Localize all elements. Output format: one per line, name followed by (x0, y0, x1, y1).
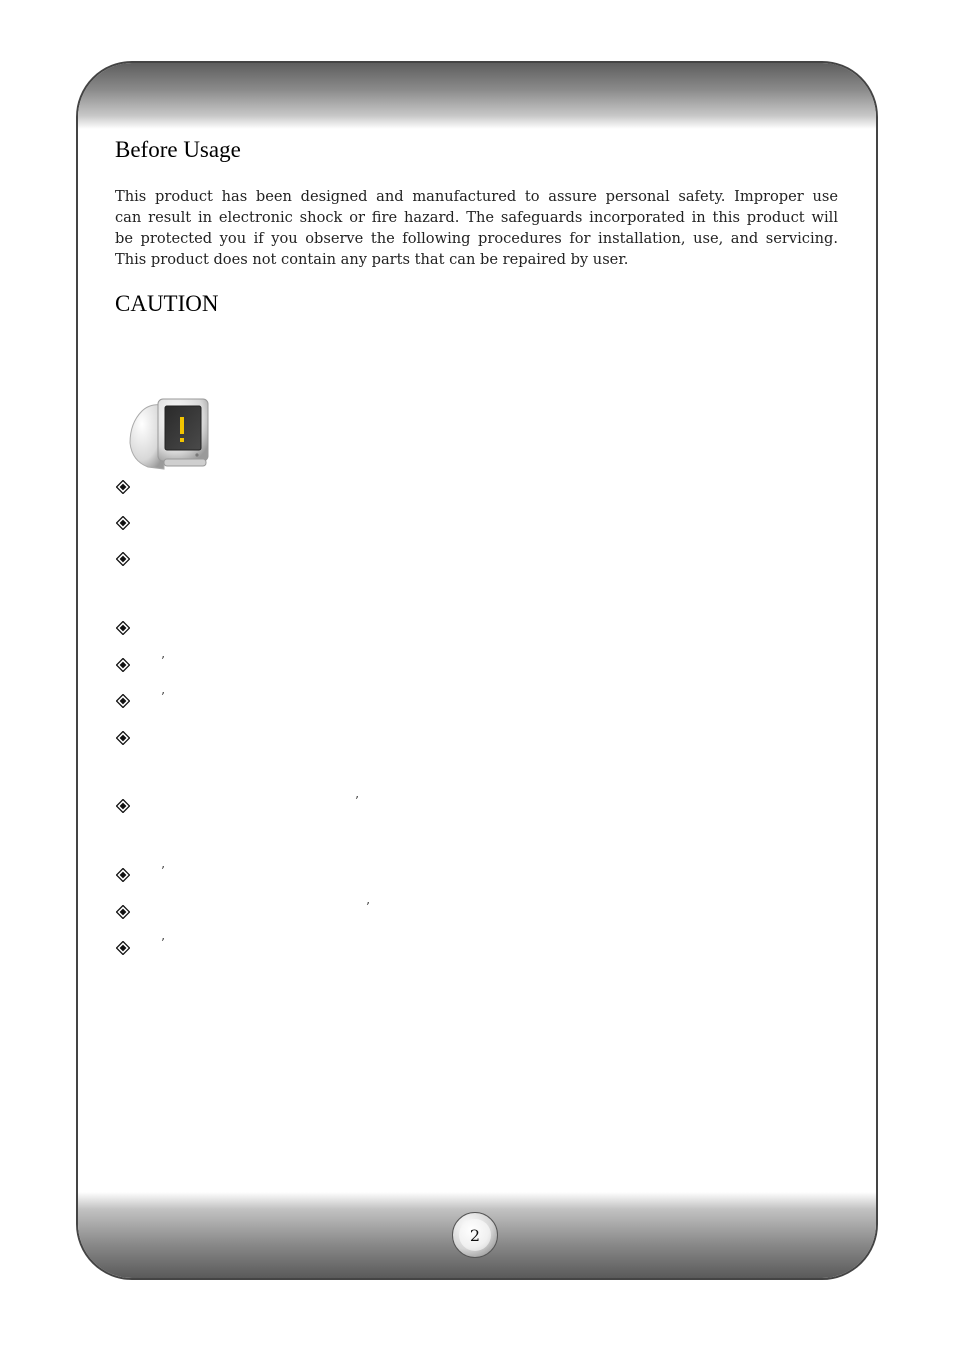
apostrophe-mark: ’ (161, 690, 165, 704)
diamond-bullet-icon (116, 480, 130, 494)
apostrophe-mark: ’ (161, 654, 165, 668)
apostrophe-mark: ’ (355, 794, 359, 808)
diamond-bullet-icon (116, 694, 130, 708)
section-title-caution: CAUTION (115, 291, 219, 316)
diamond-bullet-icon (116, 905, 130, 919)
page-number: 2 (459, 1219, 491, 1251)
paragraph-line: be protected you if you observe the following procedures for installation, use, and servicing. (115, 230, 838, 247)
diamond-bullet-icon (116, 516, 130, 530)
diamond-bullet-icon (116, 868, 130, 882)
header-band (78, 63, 876, 129)
diamond-bullet-icon (116, 621, 130, 635)
paragraph-line: can result in electronic shock or fire hazard. The safeguards incorporated in this product will (115, 209, 838, 226)
diamond-bullet-icon (116, 658, 130, 672)
diamond-bullet-icon (116, 552, 130, 566)
apostrophe-mark: ’ (366, 900, 370, 914)
section-title-before-usage: Before Usage (115, 137, 241, 162)
apostrophe-mark: ’ (161, 936, 165, 950)
diamond-bullet-icon (116, 799, 130, 813)
before-usage-paragraph (115, 186, 838, 270)
diamond-bullet-icon (116, 731, 130, 745)
apostrophe-mark: ’ (161, 864, 165, 878)
warning-monitor-icon (124, 393, 214, 475)
paragraph-line: This product has been designed and manufactured to assure personal safety. Improper use (115, 188, 838, 205)
diamond-bullet-icon (116, 941, 130, 955)
paragraph-line: This product does not contain any parts that can be repaired by user. (115, 251, 629, 268)
page-number-badge (452, 1212, 498, 1258)
